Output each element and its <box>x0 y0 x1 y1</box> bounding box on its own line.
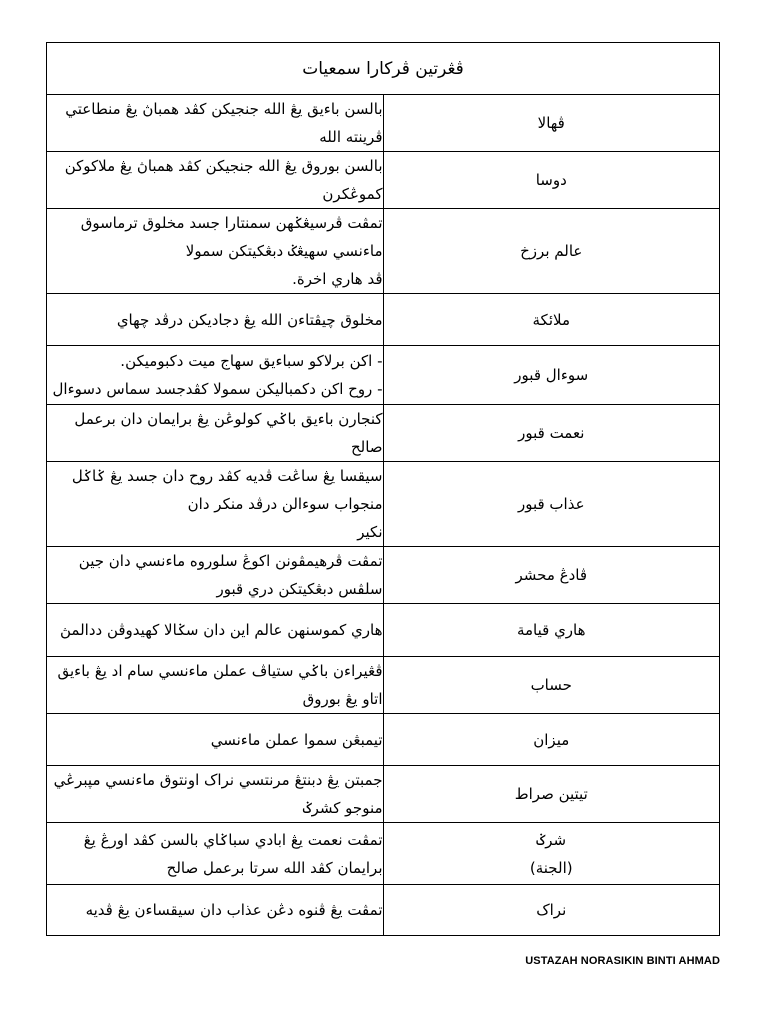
title-row <box>47 43 720 95</box>
term-cell <box>383 823 720 885</box>
definition-line: تيمبڠن سموا عملن ماءنسي <box>210 730 383 749</box>
term-line: (الجنة) <box>529 858 573 877</box>
definition-cell <box>47 766 384 823</box>
definition-cell <box>47 823 384 885</box>
definition-line: سيقسا يڠ ساڠت ڤديه كڤد روح دان جسد يڠ ݢاݢل منجواب سوءالن درڤد منكر دان <box>71 467 383 513</box>
definition-line: تمڤت ڤرهيمڤونن اكوڠ سلوروه ماءنسي دان جين سلڤس دبڠكيتكن دري قبور <box>78 552 383 598</box>
definition-cell <box>47 152 384 209</box>
definition-line: هاري كموسنهن عالم اين دان سݢالا كهيدوڤن ددالمڽ <box>60 621 383 639</box>
table-row <box>47 885 720 936</box>
definition-line: ڤڠيراءن باݢي ستياڤ عملن ماءنسي سام اد يڠ باءيق اتاو يڠ بوروق <box>57 662 383 708</box>
term-cell: سوءال قبور <box>383 346 720 405</box>
term-cell: عالم برزخ <box>383 209 720 294</box>
term-cell: تيتين صراط <box>383 766 720 823</box>
table-row <box>47 294 720 346</box>
table-row <box>47 766 720 823</box>
table-row <box>47 152 720 209</box>
author-credit: USTAZAH NORASIKIN BINTI AHMAD <box>525 955 720 967</box>
term-cell: ڤهالا <box>383 95 720 152</box>
definition-cell <box>47 657 384 714</box>
definition-cell <box>47 604 384 657</box>
definition-cell <box>47 462 384 547</box>
term-cell: هاري قيامة <box>383 604 720 657</box>
definition-cell <box>47 294 384 346</box>
definition-line: بالسن بوروق يڠ الله جنجيكن كڤد همباڽ يڠ ملاكوكن كموڠكرن <box>64 157 383 203</box>
definition-cell <box>47 547 384 604</box>
table-row <box>47 657 720 714</box>
definition-line: كنجارن باءيق باݢي كولوڠن يڠ برايمان دان برعمل صالح <box>74 410 383 456</box>
glossary-table <box>46 42 720 936</box>
definition-line: ڤد هاري اخرة. <box>292 270 383 288</box>
table-row <box>47 209 720 294</box>
term-cell: حساب <box>383 657 720 714</box>
term-cell: ميزان <box>383 714 720 766</box>
term-cell: عذاب قبور <box>383 462 720 547</box>
term-cell: ملائكة <box>383 294 720 346</box>
term-cell: ڤادڠ محشر <box>383 547 720 604</box>
table-row <box>47 462 720 547</box>
definition-line: بالسن باءيق يڠ الله جنجيكن كڤد همباڽ يڠ منطاعتي ڤرينته الله <box>65 100 383 146</box>
term-cell: نعمت قبور <box>383 405 720 462</box>
term-cell: دوسا <box>383 152 720 209</box>
definition-cell <box>47 346 384 405</box>
term-cell: نراک <box>383 885 720 936</box>
document-sheet <box>46 42 720 936</box>
definition-line: مخلوق چيڤتاءن الله يڠ دجاديكن درڤد چهاي <box>116 310 383 329</box>
table-row <box>47 604 720 657</box>
table-row <box>47 346 720 405</box>
definition-line: نكير <box>357 523 383 541</box>
table-row <box>47 405 720 462</box>
definition-cell <box>47 885 384 936</box>
definition-line: - اكن برلاكو سباءيق سهاج ميت دكبوميكن. <box>120 352 383 370</box>
definition-line: تمڤت يڠ ڤنوه دڠن عذاب دان سيقساءن يڠ ڤديه <box>85 901 383 919</box>
table-row <box>47 823 720 885</box>
table-row <box>47 714 720 766</box>
definition-line: تمڤت نعمت يڠ ابادي سباݢاي بالسن كڤد اورڠ يڠ برايمان كڤد الله سرتا برعمل صالح <box>83 830 383 877</box>
definition-line: - روح اكن دكمباليكن سمولا كڤدجسد سماس دسوءال <box>52 380 383 398</box>
term-line: شرݢ <box>536 830 567 849</box>
definition-line: جمبتن يڠ دبنتڠ مرنتسي نراک اونتوق ماءنسي مڽبرڠي منوجو كشرݢ <box>53 771 383 817</box>
table-row <box>47 95 720 152</box>
table-row <box>47 547 720 604</box>
definition-line: تمڤت ڤرسيڠݢهن سمنتارا جسد مخلوق ترماسوق ماءنسي سهيڠݢ دبڠكيتكن سمولا <box>80 214 383 260</box>
document-title: ڤڠرتين ڤركارا سمعيات <box>47 43 720 95</box>
definition-cell <box>47 405 384 462</box>
definition-cell <box>47 209 384 294</box>
definition-cell <box>47 714 384 766</box>
definition-cell <box>47 95 384 152</box>
